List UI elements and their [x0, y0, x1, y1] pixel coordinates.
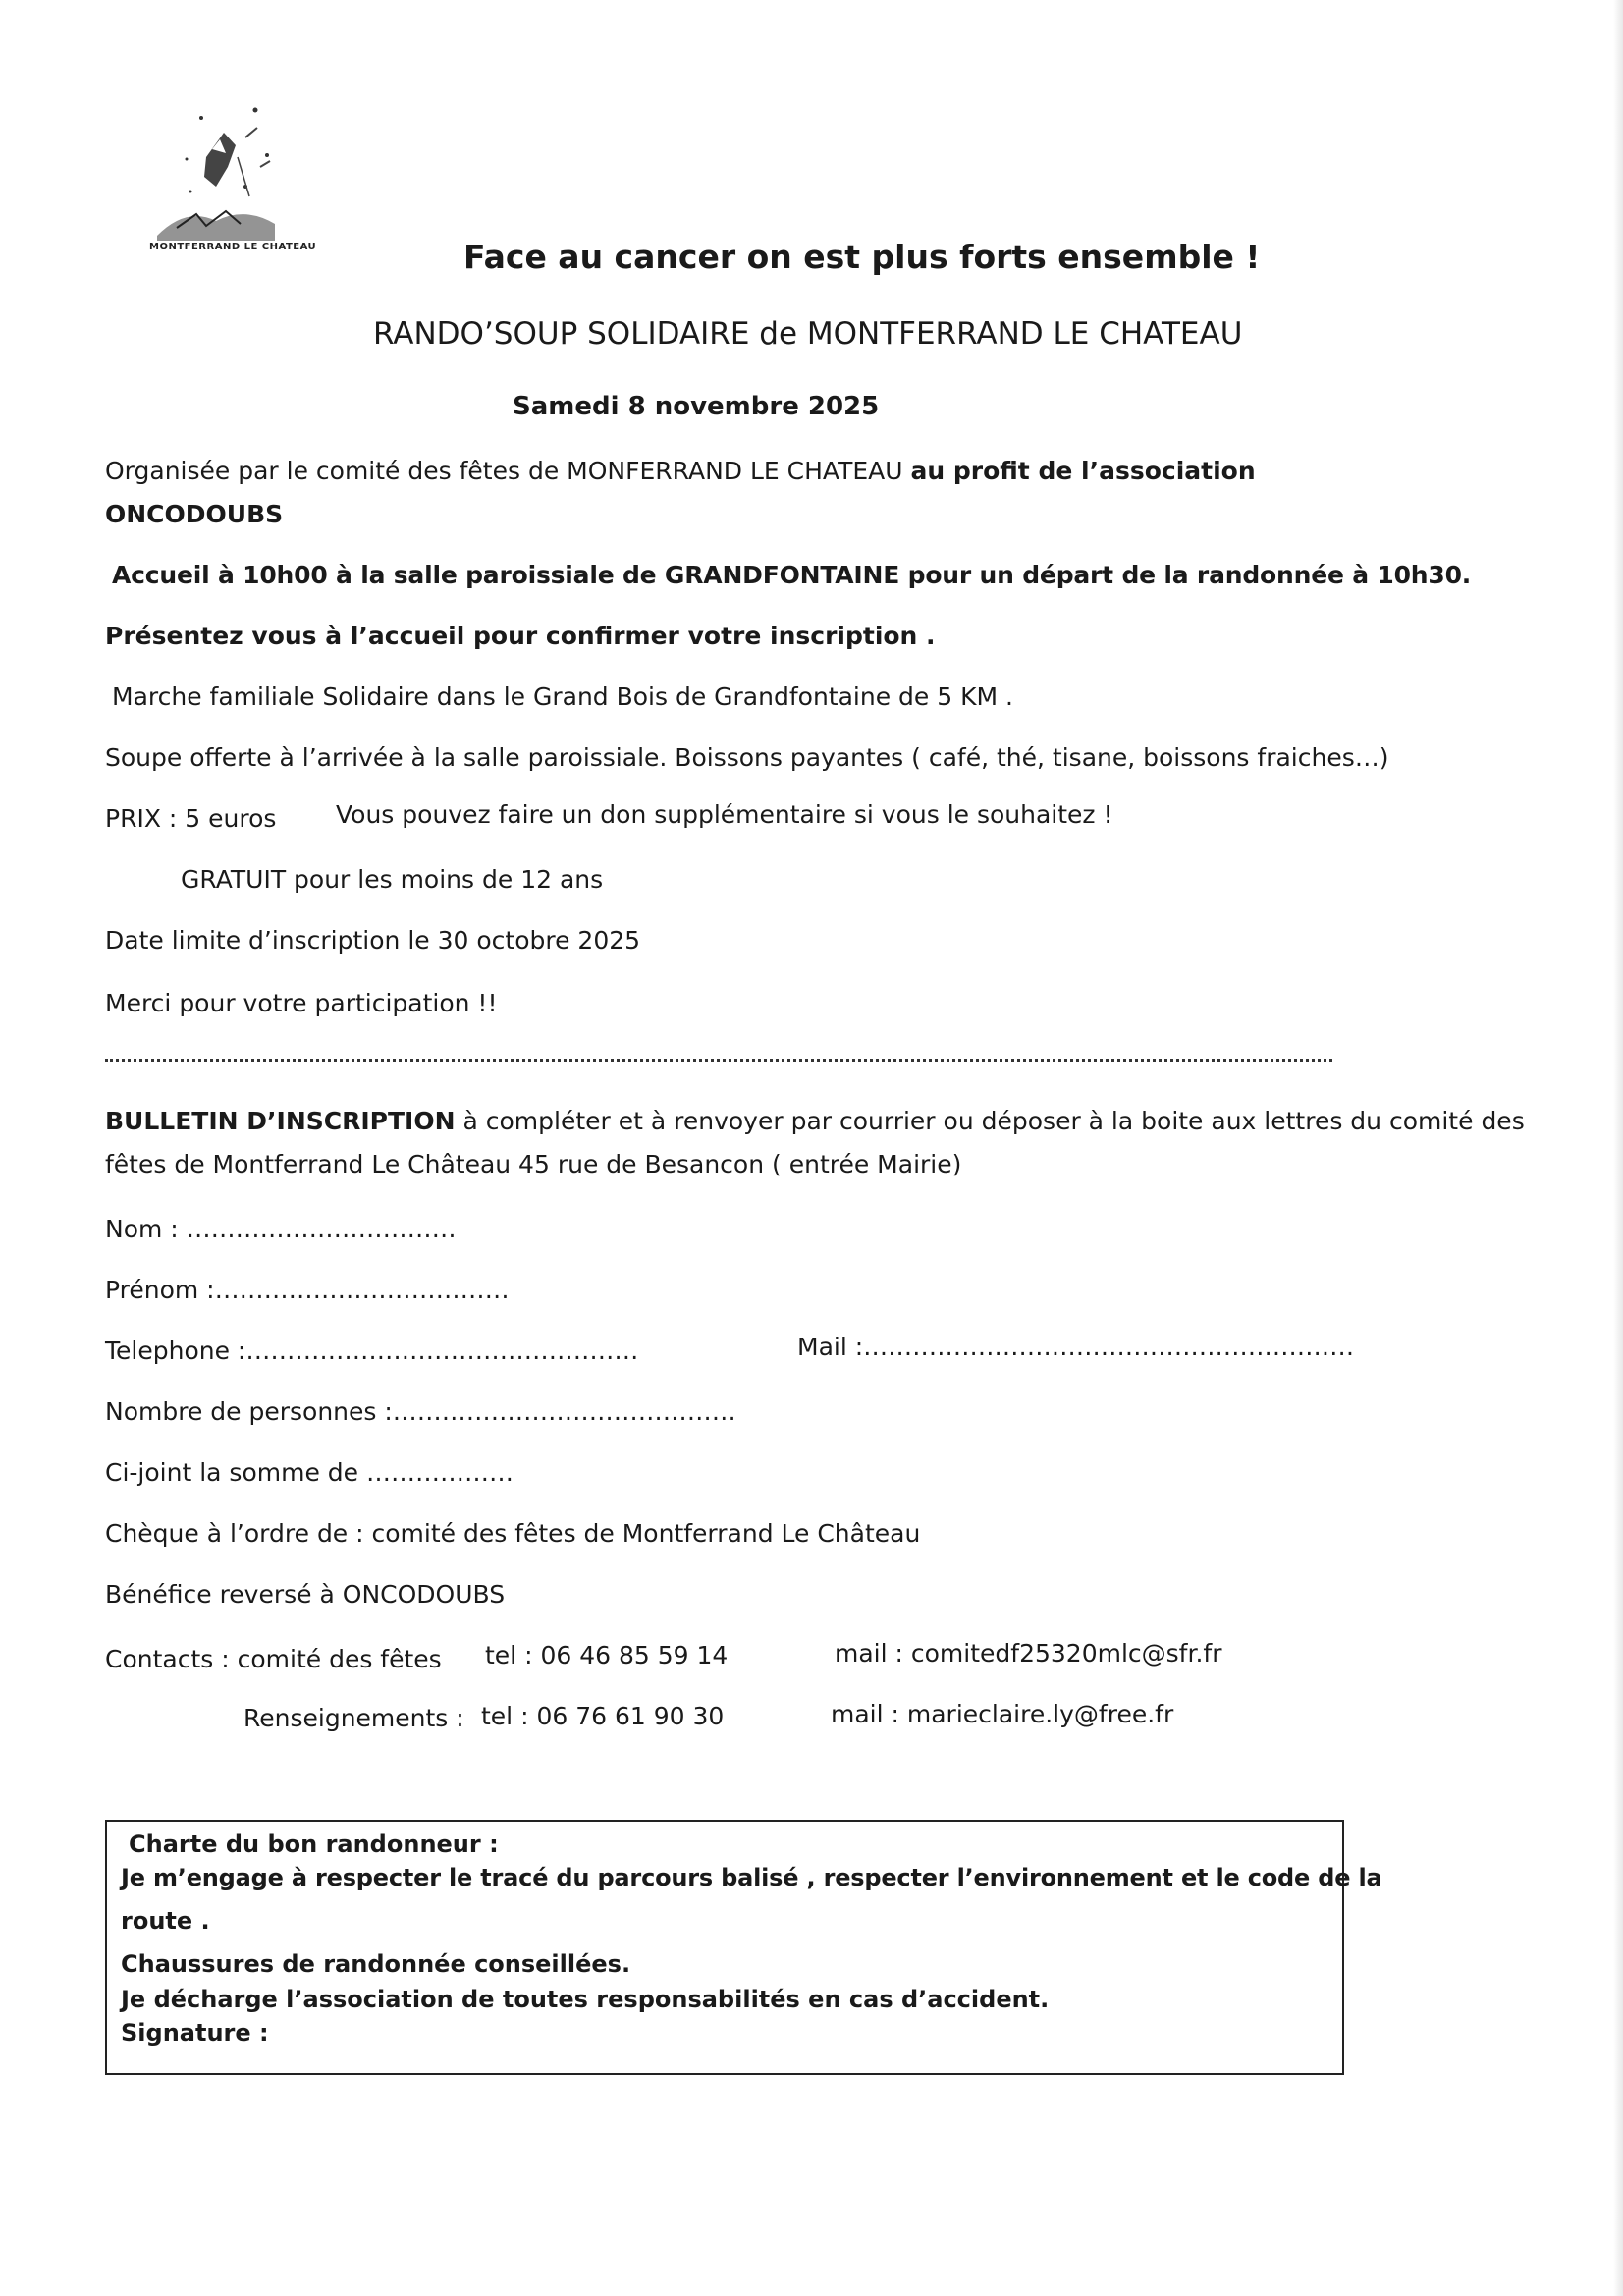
- bulletin-text-1: à compléter et à renvoyer par courrier ou déposer à la boite aux lettres du comité des: [455, 1107, 1525, 1135]
- organised-profit: au profit de l’association: [910, 457, 1256, 485]
- cheque-line: Chèque à l’ordre de : comité des fêtes de Montferrand Le Château: [105, 1519, 921, 1548]
- charte-line-1: Je m’engage à respecter le tracé du parcours balisé , respecter l’environnement et le code de la: [121, 1864, 1382, 1891]
- contacts-mail: mail : comitedf25320mlc@sfr.fr: [835, 1639, 1222, 1667]
- prenom-field[interactable]: Prénom :………………………………: [105, 1276, 510, 1304]
- charte-box: [105, 1820, 1382, 2075]
- charte-line-3: Chaussures de randonnée conseillées.: [121, 1950, 631, 1978]
- page-title: Face au cancer on est plus forts ensemble !: [463, 238, 1261, 276]
- date-limite-line: Date limite d’inscription le 30 octobre 2025: [105, 926, 641, 955]
- telephone-field[interactable]: Telephone :…………………………………………: [105, 1337, 639, 1365]
- prix-label: PRIX : 5 euros: [105, 804, 277, 833]
- presentez-line: Présentez vous à l’accueil pour confirmer votre inscription .: [105, 622, 936, 650]
- renseignements-tel: tel : 06 76 61 90 30: [481, 1702, 725, 1730]
- renseignements-mail: mail : marieclaire.ly@free.fr: [831, 1700, 1174, 1728]
- gratuit-line: GRATUIT pour les moins de 12 ans: [181, 865, 604, 894]
- contacts-label: Contacts : comité des fêtes: [105, 1645, 442, 1673]
- organised-line: [105, 456, 1256, 487]
- page-edge: [1613, 0, 1623, 2296]
- soupe-line: Soupe offerte à l’arrivée à la salle paroissiale. Boissons payantes ( café, thé, tisane, boissons fraiches…): [105, 743, 1389, 772]
- nombre-personnes-field[interactable]: Nombre de personnes :……………………………………: [105, 1397, 736, 1426]
- charte-line-4: Je décharge l’association de toutes responsabilités en cas d’accident.: [121, 1986, 1050, 2013]
- prix-don: Vous pouvez faire un don supplémentaire si vous le souhaitez !: [336, 800, 1113, 829]
- contacts-tel: tel : 06 46 85 59 14: [485, 1641, 729, 1669]
- cut-separator: [105, 1059, 1332, 1062]
- charte-line-2: route .: [121, 1907, 210, 1935]
- bulletin-line-2: fêtes de Montferrand Le Château 45 rue de Besancon ( entrée Mairie): [105, 1150, 962, 1178]
- marche-line: Marche familiale Solidaire dans le Grand Bois de Grandfontaine de 5 KM .: [112, 683, 1013, 711]
- charte-title: Charte du bon randonneur :: [129, 1831, 499, 1858]
- event-subtitle: RANDO’SOUP SOLIDAIRE de MONTFERRAND LE CHATEAU: [373, 316, 1243, 352]
- renseignements-label: Renseignements :: [243, 1704, 464, 1732]
- somme-field[interactable]: Ci-joint la somme de ………………: [105, 1458, 514, 1487]
- association-name: ONCODOUBS: [105, 500, 284, 528]
- logo-text: MONTFERRAND LE CHATEAU: [149, 242, 317, 252]
- bulletin-title: BULLETIN D’INSCRIPTION: [105, 1107, 456, 1135]
- accueil-line: Accueil à 10h00 à la salle paroissiale de GRANDFONTAINE pour un départ de la randonnée à 10h30.: [112, 561, 1472, 589]
- mail-field[interactable]: Mail :……………………………………………………: [797, 1333, 1355, 1361]
- signature-field[interactable]: Signature :: [121, 2019, 269, 2047]
- benefice-line: Bénéfice reversé à ONCODOUBS: [105, 1580, 506, 1609]
- nom-field[interactable]: Nom : ……………………………: [105, 1215, 457, 1243]
- merci-line: Merci pour votre participation !!: [105, 989, 498, 1017]
- bulletin-line-1: [105, 1106, 1525, 1137]
- event-date: Samedi 8 novembre 2025: [513, 392, 880, 421]
- logo: [147, 98, 324, 265]
- organised-text: Organisée par le comité des fêtes de MONFERRAND LE CHATEAU: [105, 457, 911, 485]
